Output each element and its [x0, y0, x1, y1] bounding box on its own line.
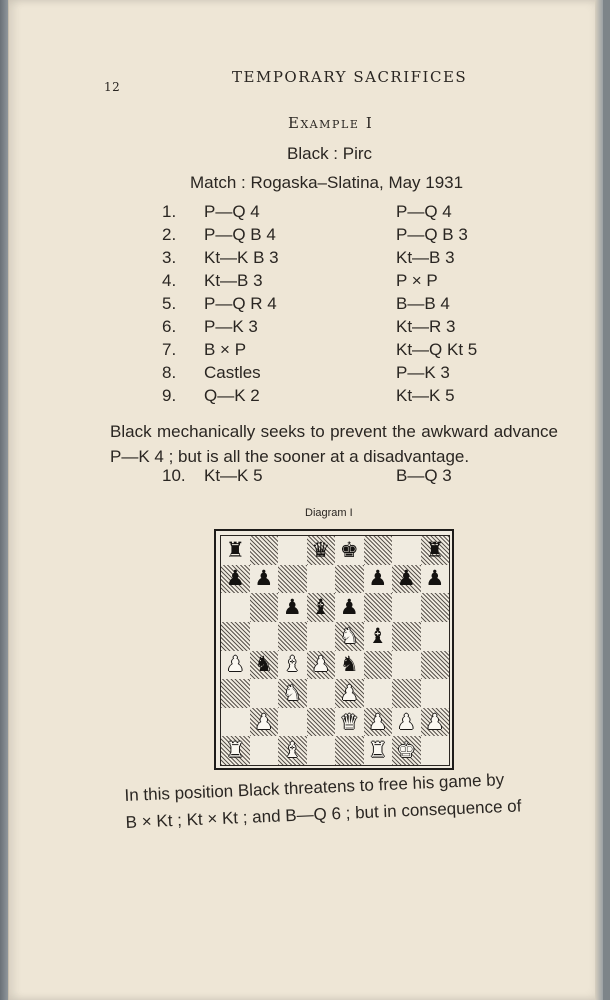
white-knight-icon: ♞ — [339, 623, 359, 648]
move-row — [162, 340, 542, 363]
board-square — [421, 651, 450, 680]
board-square — [364, 708, 393, 737]
white-bishop-icon: ♝ — [282, 738, 302, 763]
white-move: B × P — [204, 340, 247, 359]
board-square — [278, 565, 307, 594]
white-pawn-icon: ♟ — [339, 680, 359, 705]
board-square — [250, 651, 279, 680]
board-square — [392, 651, 421, 680]
black-player: Black : Pirc — [287, 144, 373, 163]
board-square — [335, 593, 364, 622]
black-pawn-icon: ♟ — [225, 566, 245, 591]
board-square — [250, 536, 279, 565]
black-pawn-icon: ♟ — [254, 566, 274, 591]
move-number: 6. — [162, 317, 177, 336]
board-square — [364, 565, 393, 594]
move-row — [162, 225, 542, 248]
book-gutter — [0, 0, 8, 1000]
move-number: 5. — [162, 294, 177, 313]
black-bishop-icon: ♝ — [368, 623, 388, 648]
board-square — [221, 651, 250, 680]
board-square — [392, 565, 421, 594]
board-square — [392, 736, 421, 765]
move-list-continued — [162, 466, 542, 489]
board-square — [335, 536, 364, 565]
board-square — [364, 651, 393, 680]
move-row — [162, 248, 542, 271]
black-move: P—Q 4 — [396, 202, 452, 221]
board-square — [307, 593, 336, 622]
white-move: Kt—K 5 — [204, 466, 263, 485]
move-list — [162, 202, 542, 409]
board-square — [250, 708, 279, 737]
board-square — [221, 593, 250, 622]
move-row — [162, 271, 542, 294]
example-title: Example I — [288, 114, 374, 132]
board-square — [335, 708, 364, 737]
white-move: Q—K 2 — [204, 386, 260, 405]
commentary-paragraph: Black mechanically seeks to prevent the awkward advance P—K 4 ; but is all the sooner at a disadvantage. — [110, 422, 558, 466]
board-square — [364, 622, 393, 651]
closing-line: B × Kt ; Kt × Kt ; and B—Q 6 ; but in consequence of — [125, 796, 522, 832]
white-pawn-icon: ♟ — [425, 709, 445, 734]
white-move: P—Q 4 — [204, 202, 260, 221]
board-square — [307, 679, 336, 708]
black-move: Kt—B 3 — [396, 248, 455, 267]
move-row — [162, 386, 542, 409]
black-pawn-icon: ♟ — [396, 566, 416, 591]
move-number: 1. — [162, 202, 177, 221]
board-square — [278, 679, 307, 708]
board-square — [335, 679, 364, 708]
board-square — [221, 536, 250, 565]
board-square — [364, 536, 393, 565]
move-number: 3. — [162, 248, 177, 267]
board-square — [392, 593, 421, 622]
black-rook-icon: ♜ — [425, 537, 445, 562]
black-knight-icon: ♞ — [339, 652, 359, 677]
board-square — [278, 622, 307, 651]
white-move: P—Q R 4 — [204, 294, 277, 313]
board-square — [421, 622, 450, 651]
black-queen-icon: ♛ — [311, 537, 331, 562]
move-number: 9. — [162, 386, 177, 405]
move-number: 8. — [162, 363, 177, 382]
diagram-caption: Diagram I — [305, 507, 353, 519]
white-move: P—Q B 4 — [204, 225, 276, 244]
board-square — [364, 736, 393, 765]
black-move: B—B 4 — [396, 294, 450, 313]
black-pawn-icon: ♟ — [282, 595, 302, 620]
white-move: Kt—K B 3 — [204, 248, 279, 267]
board-square — [278, 536, 307, 565]
board-square — [421, 736, 450, 765]
white-pawn-icon: ♟ — [225, 652, 245, 677]
black-pawn-icon: ♟ — [339, 595, 359, 620]
move-number: 2. — [162, 225, 177, 244]
move-row — [162, 466, 542, 489]
white-pawn-icon: ♟ — [396, 709, 416, 734]
white-pawn-icon: ♟ — [311, 652, 331, 677]
board-square — [307, 536, 336, 565]
board-square — [221, 736, 250, 765]
white-pawn-icon: ♟ — [254, 709, 274, 734]
white-bishop-icon: ♝ — [282, 652, 302, 677]
chess-diagram — [214, 529, 454, 770]
black-bishop-icon: ♝ — [311, 595, 331, 620]
white-queen-icon: ♛ — [339, 709, 359, 734]
move-row — [162, 363, 542, 386]
white-rook-icon: ♜ — [225, 738, 245, 763]
board-square — [421, 708, 450, 737]
move-number: 7. — [162, 340, 177, 359]
move-number: 10. — [162, 466, 186, 485]
board-square — [421, 536, 450, 565]
board-square — [421, 679, 450, 708]
board-square — [250, 622, 279, 651]
move-number: 4. — [162, 271, 177, 290]
white-pawn-icon: ♟ — [368, 709, 388, 734]
white-move: Kt—B 3 — [204, 271, 263, 290]
move-row — [162, 294, 542, 317]
board-square — [307, 736, 336, 765]
board-square — [221, 708, 250, 737]
board-square — [278, 736, 307, 765]
board-square — [307, 565, 336, 594]
black-move: Kt—Q Kt 5 — [396, 340, 478, 359]
white-king-icon: ♚ — [396, 738, 416, 763]
board-square — [250, 736, 279, 765]
board-square — [307, 651, 336, 680]
black-move: Kt—R 3 — [396, 317, 456, 336]
page-edge — [595, 0, 603, 1000]
black-move: B—Q 3 — [396, 466, 452, 485]
black-pawn-icon: ♟ — [425, 566, 445, 591]
black-knight-icon: ♞ — [254, 652, 274, 677]
move-row — [162, 202, 542, 225]
board-square — [364, 679, 393, 708]
board-square — [335, 565, 364, 594]
board-square — [392, 536, 421, 565]
white-move: Castles — [204, 363, 261, 382]
board-square — [250, 679, 279, 708]
board-square — [250, 565, 279, 594]
white-move: P—K 3 — [204, 317, 258, 336]
board-square — [421, 593, 450, 622]
board-square — [335, 651, 364, 680]
board-square — [335, 736, 364, 765]
board-square — [221, 565, 250, 594]
running-head: TEMPORARY SACRIFICES — [232, 68, 468, 86]
board-square — [221, 679, 250, 708]
board-square — [221, 622, 250, 651]
black-king-icon: ♚ — [339, 537, 359, 562]
board-square — [278, 651, 307, 680]
board-square — [392, 708, 421, 737]
black-rook-icon: ♜ — [225, 537, 245, 562]
chess-board — [220, 535, 450, 766]
board-square — [307, 622, 336, 651]
match-info: Match : Rogaska–Slatina, May 1931 — [190, 173, 464, 192]
board-square — [278, 593, 307, 622]
closing-line: In this position Black threatens to free his game by — [124, 770, 505, 805]
board-square — [307, 708, 336, 737]
black-pawn-icon: ♟ — [368, 566, 388, 591]
page-number: 12 — [104, 80, 121, 94]
board-square — [392, 622, 421, 651]
board-square — [250, 593, 279, 622]
black-move: P—Q B 3 — [396, 225, 468, 244]
board-square — [364, 593, 393, 622]
move-row — [162, 317, 542, 340]
board-square — [335, 622, 364, 651]
black-move: P—K 3 — [396, 363, 450, 382]
board-square — [278, 708, 307, 737]
board-square — [392, 679, 421, 708]
white-rook-icon: ♜ — [368, 738, 388, 763]
white-knight-icon: ♞ — [282, 680, 302, 705]
black-move: Kt—K 5 — [396, 386, 455, 405]
black-move: P × P — [396, 271, 438, 290]
board-square — [421, 565, 450, 594]
